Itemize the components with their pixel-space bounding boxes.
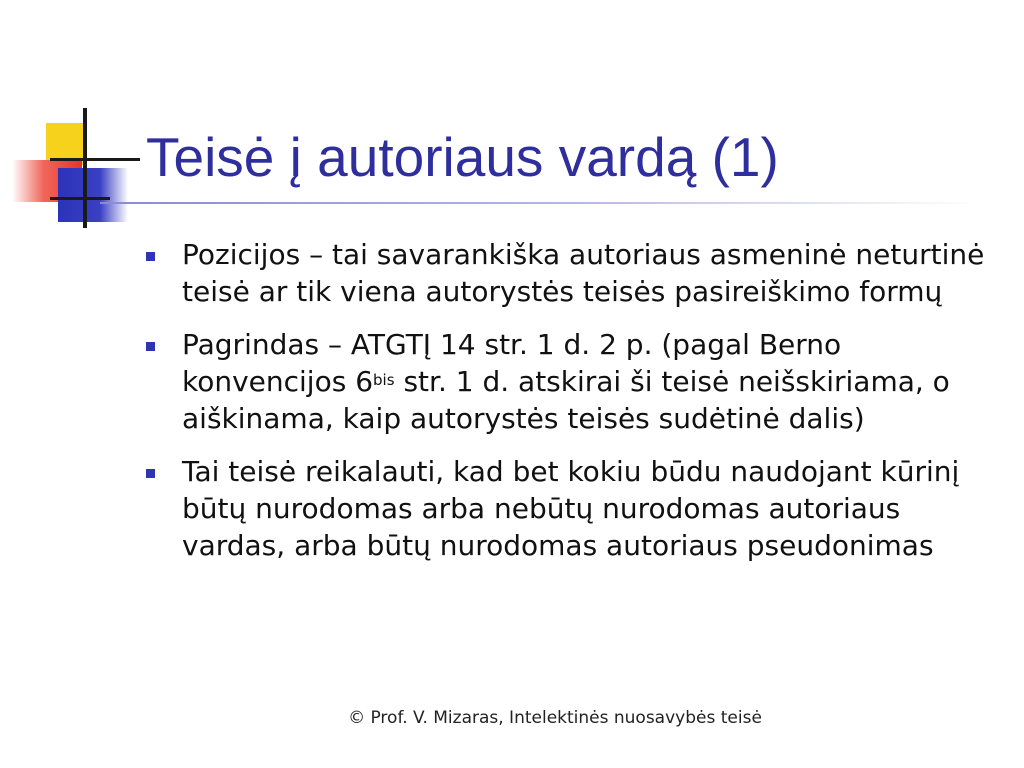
slide-title: Teisė į autoriaus vardą (1): [146, 126, 779, 188]
bullet-text-part: Pagrindas – ATGTĮ 14 str. 1 d. 2 p. (pagal Berno konvencijos 6: [182, 328, 842, 398]
bullet-list: [142, 236, 1002, 564]
bullet-text: Tai teisė reikalauti, kad bet kokiu būdu naudojant kūrinį būtų nurodomas arba nebūtų nurodomas autoriaus vardas, arba būtų nurodomas autoriaus pseudonimas: [182, 455, 960, 562]
logo-vertical-line: [83, 108, 87, 228]
bullet-item: [142, 326, 1002, 437]
bullet-text-part: str. 1 d. atskirai ši teisė neišskiriama, o aiškinama, kaip autorystės teisės sudėtinė dalis): [182, 365, 950, 435]
bullet-item: [142, 236, 1002, 310]
footer-copyright: © Prof. V. Mizaras, Intelektinės nuosavybės teisė: [348, 708, 762, 728]
bullet-text: Pozicijos – tai savarankiška autoriaus asmeninė neturtinė teisė ar tik viena autorystės teisės pasireiškimo formų: [182, 238, 985, 308]
bullet-text: [182, 326, 1002, 437]
title-underline: [100, 202, 980, 204]
bullet-square-icon: [146, 342, 155, 351]
bullet-square-icon: [146, 252, 155, 261]
logo-horizontal-line: [50, 158, 140, 161]
logo-blue-square: [58, 168, 128, 222]
logo-horizontal-line-lower: [50, 197, 110, 200]
decorative-logo: [0, 0, 160, 240]
bullet-square-icon: [146, 469, 155, 478]
superscript-text: bis: [373, 371, 395, 389]
bullet-item: [142, 453, 1002, 564]
